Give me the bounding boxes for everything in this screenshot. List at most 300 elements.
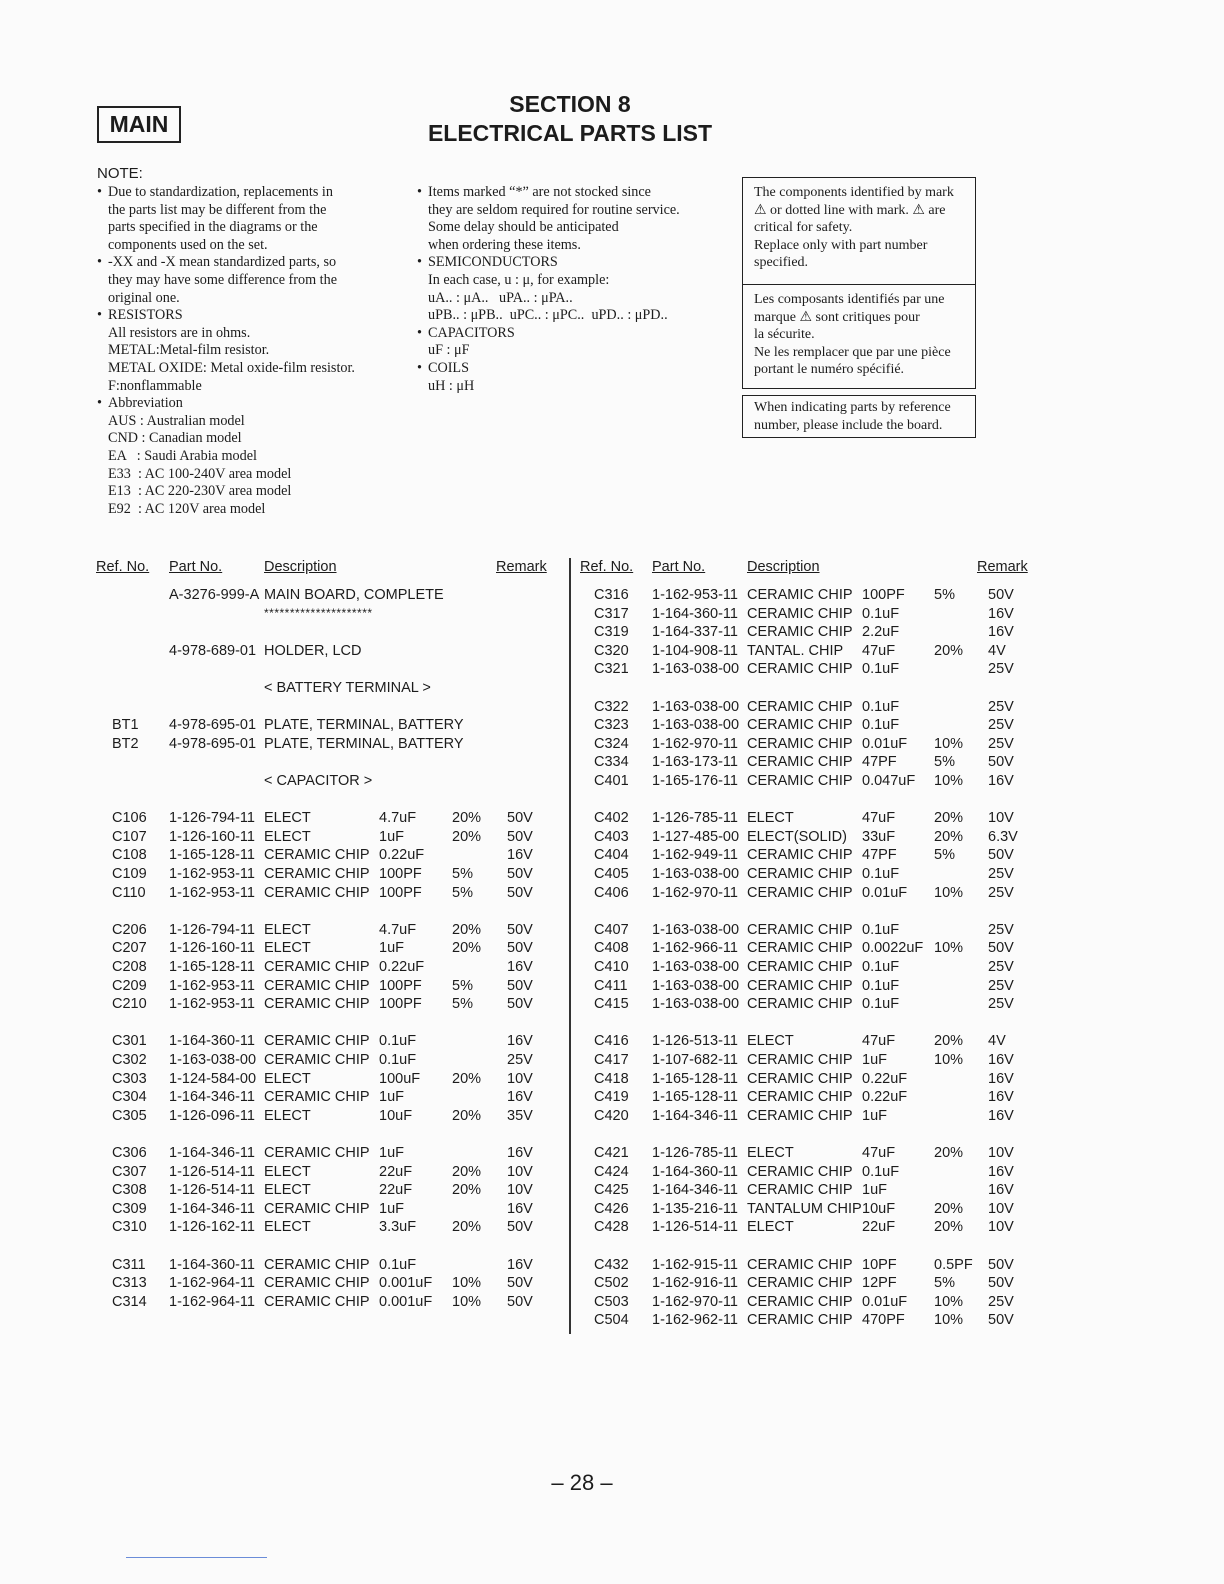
left-cell-volt: 10V: [507, 1163, 533, 1180]
right-cell-volt: 16V: [988, 1052, 1014, 1068]
note-label: NOTE:: [97, 165, 143, 182]
left-cell-desc: MAIN BOARD, COMPLETE: [264, 587, 444, 603]
left-cell-tol: 20%: [452, 1163, 482, 1180]
right-cell-volt: 25V: [988, 735, 1014, 752]
left-cell-part: 1-162-953-11: [169, 977, 255, 994]
right-cell-volt: 50V: [988, 940, 1014, 957]
left-cell-part: 1-164-346-11: [169, 1145, 255, 1161]
left-cell-desc: CERAMIC CHIP: [264, 1052, 370, 1068]
right-cell-desc: CERAMIC CHIP: [747, 587, 853, 603]
right-cell-val: 0.047uF: [862, 773, 916, 789]
right-cell-part: 1-162-949-11: [652, 847, 738, 864]
right-cell-desc: CERAMIC CHIP: [747, 847, 853, 864]
right-cell-part: 1-126-513-11: [652, 1033, 738, 1050]
right-cell-tol: 10%: [934, 1052, 964, 1068]
left-cell-val: 0.1uF: [379, 1052, 417, 1068]
right-cell-tol: 10%: [934, 940, 964, 957]
notice-line: Ne les remplacer que par une pièce: [754, 344, 951, 360]
right-cell-volt: 50V: [988, 847, 1014, 864]
left-cell-tol: 10%: [452, 1293, 482, 1310]
right-cell-tol: 5%: [934, 1275, 955, 1292]
right-cell-ref: C405: [594, 866, 629, 882]
right-cell-tol: 10%: [934, 884, 964, 901]
left-cell-volt: 50V: [507, 866, 533, 882]
right-cell-val: 22uF: [862, 1219, 896, 1236]
left-cell-volt: 16V: [507, 847, 533, 864]
right-cell-desc: CERAMIC CHIP: [747, 866, 853, 882]
left-cell-ref: C308: [112, 1182, 147, 1199]
right-cell-desc: CERAMIC CHIP: [747, 977, 853, 994]
right-cell-part: 1-165-128-11: [652, 1070, 738, 1087]
left-cell-val: 1uF: [379, 1145, 404, 1161]
right-cell-val: 0.0022uF: [862, 940, 924, 957]
note-line: EA : Saudi Arabia model: [108, 447, 257, 464]
left-cell-val: 100PF: [379, 996, 422, 1013]
note-line: uA.. : μA.. uPA.. : μPA..: [428, 289, 573, 306]
right-cell-volt: 25V: [988, 717, 1014, 734]
right-cell-part: 1-162-916-11: [652, 1275, 738, 1292]
left-cell-val: 100PF: [379, 866, 422, 882]
left-cell-ref: C307: [112, 1163, 147, 1180]
right-cell-ref: C401: [594, 773, 629, 789]
left-cell-volt: 50V: [507, 884, 533, 901]
right-cell-val: 12PF: [862, 1275, 897, 1292]
notice-line: number, please include the board.: [754, 417, 943, 433]
right-cell-part: 1-164-346-11: [652, 1107, 738, 1124]
note-line: CND : Canadian model: [108, 430, 242, 447]
right-cell-desc: ELECT(SOLID): [747, 828, 847, 845]
column-header-desc: Description: [747, 559, 820, 575]
left-cell-desc: CERAMIC CHIP: [264, 1033, 370, 1050]
right-cell-part: 1-163-038-00: [652, 661, 740, 678]
left-cell-part: 1-164-346-11: [169, 1200, 255, 1217]
left-cell-part: 1-162-953-11: [169, 866, 255, 882]
notes-left: [97, 184, 397, 518]
right-cell-part: 1-165-128-11: [652, 1089, 738, 1106]
right-cell-val: 47uF: [862, 642, 896, 659]
left-cell-desc: CERAMIC CHIP: [264, 1256, 370, 1273]
section-heading: SECTION 8: [509, 91, 631, 117]
right-cell-val: 10PF: [862, 1256, 897, 1273]
right-cell-val: 0.22uF: [862, 1070, 908, 1087]
left-cell-volt: 50V: [507, 1275, 533, 1292]
left-cell-desc: ELECT: [264, 1163, 311, 1180]
page-number: – 28 –: [551, 1470, 613, 1495]
right-cell-volt: 16V: [988, 605, 1014, 622]
left-cell-tol: 20%: [452, 1107, 482, 1124]
left-cell-desc: CERAMIC CHIP: [264, 977, 370, 994]
right-cell-desc: CERAMIC CHIP: [747, 1163, 853, 1180]
left-cell-part: 1-164-346-11: [169, 1089, 255, 1106]
left-cell-ref: C110: [112, 884, 146, 901]
left-cell-volt: 50V: [507, 921, 533, 938]
left-cell-part: 1-164-360-11: [169, 1256, 255, 1273]
column-header-ref: Ref. No.: [96, 559, 150, 575]
right-cell-ref: C317: [594, 605, 629, 622]
left-cell-part: 1-126-794-11: [169, 810, 255, 827]
left-cell-tol: 20%: [452, 828, 482, 845]
note-line: when ordering these items.: [428, 236, 581, 253]
left-cell-volt: 16V: [507, 1256, 533, 1273]
right-cell-part: 1-162-970-11: [652, 1293, 738, 1310]
right-cell-part: 1-162-953-11: [652, 587, 738, 603]
left-cell-ref: C310: [112, 1219, 147, 1236]
right-cell-ref: C408: [594, 940, 629, 957]
right-cell-part: 1-162-966-11: [652, 940, 738, 957]
left-cell-desc: ELECT: [264, 1182, 311, 1199]
left-cell-val: 1uF: [379, 1089, 404, 1106]
left-cell-desc: PLATE, TERMINAL, BATTERY: [264, 735, 464, 752]
left-cell-volt: 16V: [507, 1089, 533, 1106]
right-cell-volt: 6.3V: [988, 828, 1018, 845]
left-cell-ref: C305: [112, 1107, 147, 1124]
note-line: uH : μH: [428, 377, 475, 394]
left-cell-part: 1-126-096-11: [169, 1107, 255, 1124]
right-cell-desc: ELECT: [747, 1033, 794, 1050]
left-cell-tol: 20%: [452, 940, 482, 957]
right-cell-volt: 25V: [988, 959, 1014, 975]
left-cell-part: 1-126-514-11: [169, 1163, 255, 1180]
note-line: E13 : AC 220-230V area model: [108, 483, 292, 500]
right-cell-part: 1-162-962-11: [652, 1312, 738, 1329]
left-cell-part: 4-978-695-01: [169, 717, 257, 734]
safety-notice-french: [742, 284, 976, 389]
note-line: E33 : AC 100-240V area model: [108, 465, 292, 482]
right-cell-part: 1-126-514-11: [652, 1219, 738, 1236]
left-cell-tol: 5%: [452, 884, 473, 901]
right-cell-volt: 50V: [988, 1312, 1014, 1329]
right-cell-desc: ELECT: [747, 1219, 794, 1236]
right-cell-volt: 10V: [988, 810, 1014, 827]
right-cell-volt: 50V: [988, 1275, 1014, 1292]
right-cell-ref: C432: [594, 1256, 629, 1273]
right-cell-tol: 10%: [934, 1293, 964, 1310]
right-cell-desc: CERAMIC CHIP: [747, 1312, 853, 1329]
right-cell-volt: 16V: [988, 624, 1014, 641]
right-cell-volt: 50V: [988, 1256, 1014, 1273]
right-cell-volt: 10V: [988, 1145, 1014, 1161]
right-cell-volt: 10V: [988, 1219, 1014, 1236]
right-cell-desc: CERAMIC CHIP: [747, 1107, 853, 1124]
right-cell-part: 1-164-346-11: [652, 1182, 738, 1199]
left-cell-volt: 50V: [507, 1219, 533, 1236]
right-cell-part: 1-163-038-00: [652, 996, 740, 1013]
column-header-remark: Remark: [977, 559, 1028, 575]
right-cell-volt: 25V: [988, 1293, 1014, 1310]
left-cell-val: 0.001uF: [379, 1275, 433, 1292]
right-cell-part: 1-135-216-11: [652, 1200, 738, 1217]
left-cell-volt: 16V: [507, 1145, 533, 1161]
right-cell-ref: C407: [594, 921, 629, 938]
right-cell-val: 47uF: [862, 810, 896, 827]
note-line: they may have some difference from the: [108, 271, 338, 288]
right-cell-volt: 25V: [988, 884, 1014, 901]
right-cell-ref: C406: [594, 884, 629, 901]
left-cell-ref: C208: [112, 959, 147, 975]
right-cell-tol: 5%: [934, 754, 955, 771]
right-cell-desc: CERAMIC CHIP: [747, 735, 853, 752]
right-cell-ref: C417: [594, 1052, 629, 1068]
right-cell-part: 1-164-337-11: [652, 624, 738, 641]
right-cell-ref: C334: [594, 754, 629, 771]
right-cell-val: 47uF: [862, 1145, 896, 1161]
right-cell-desc: CERAMIC CHIP: [747, 1089, 853, 1106]
left-cell-desc: ELECT: [264, 1219, 311, 1236]
right-cell-val: 1uF: [862, 1052, 887, 1068]
notice-line: The components identified by mark: [754, 185, 954, 200]
left-cell-part: 4-978-695-01: [169, 735, 257, 752]
bottom-rule: [126, 1557, 267, 1558]
right-cell-val: 100PF: [862, 587, 905, 603]
right-cell-part: 1-163-038-00: [652, 959, 740, 975]
left-cell-part: A-3276-999-A: [169, 587, 260, 603]
left-cell-ref: C309: [112, 1200, 147, 1217]
left-cell-val: 0.1uF: [379, 1256, 417, 1273]
right-cell-val: 47uF: [862, 1033, 896, 1050]
right-cell-tol: 20%: [934, 642, 964, 659]
right-cell-ref: C404: [594, 847, 629, 864]
right-cell-ref: C428: [594, 1219, 629, 1236]
left-cell-ref: C301: [112, 1033, 147, 1050]
left-cell-part: 1-124-584-00: [169, 1070, 257, 1087]
right-cell-tol: 5%: [934, 587, 955, 603]
right-cell-desc: CERAMIC CHIP: [747, 996, 853, 1013]
left-cell-ref: C306: [112, 1145, 147, 1161]
right-cell-desc: TANTALUM CHIP: [747, 1200, 862, 1217]
column-header-desc: Description: [264, 559, 337, 575]
notice-line: When indicating parts by reference: [754, 400, 951, 415]
right-cell-tol: 0.5PF: [934, 1256, 973, 1273]
left-cell-desc: < BATTERY TERMINAL >: [264, 680, 431, 696]
right-cell-volt: 4V: [988, 642, 1006, 659]
left-cell-val: 100PF: [379, 884, 422, 901]
right-cell-val: 0.1uF: [862, 977, 900, 994]
right-cell-val: 0.1uF: [862, 996, 900, 1013]
right-cell-ref: C420: [594, 1107, 629, 1124]
left-cell-tol: 5%: [452, 866, 473, 882]
column-header-ref: Ref. No.: [580, 559, 634, 575]
left-cell-ref: C109: [112, 866, 147, 882]
right-cell-val: 47PF: [862, 847, 897, 864]
right-cell-volt: 50V: [988, 754, 1014, 771]
left-cell-tol: 20%: [452, 810, 482, 827]
left-cell-tol: 20%: [452, 1182, 482, 1199]
right-cell-part: 1-165-176-11: [652, 773, 738, 789]
left-cell-ref: C206: [112, 921, 147, 938]
right-cell-desc: ELECT: [747, 810, 794, 827]
left-cell-tol: 5%: [452, 996, 473, 1013]
note-line: In each case, u : μ, for example:: [428, 271, 610, 288]
left-cell-desc: *********************: [264, 605, 373, 620]
left-cell-tol: 20%: [452, 921, 482, 938]
main-badge: MAIN: [97, 106, 181, 143]
note-line: the parts list may be different from the: [108, 201, 327, 218]
right-cell-desc: CERAMIC CHIP: [747, 698, 853, 715]
left-cell-tol: 10%: [452, 1275, 482, 1292]
left-cell-volt: 50V: [507, 828, 533, 845]
right-cell-tol: 10%: [934, 773, 964, 789]
left-cell-ref: C313: [112, 1275, 147, 1292]
right-cell-desc: CERAMIC CHIP: [747, 884, 853, 901]
left-cell-val: 0.22uF: [379, 847, 425, 864]
left-cell-volt: 50V: [507, 996, 533, 1013]
left-cell-ref: C209: [112, 977, 147, 994]
left-cell-volt: 50V: [507, 940, 533, 957]
note-line: Some delay should be anticipated: [428, 219, 619, 236]
left-cell-desc: HOLDER, LCD: [264, 642, 362, 659]
notice-line: marque ⚠ sont critiques pour: [754, 309, 920, 325]
right-cell-tol: 10%: [934, 1312, 964, 1329]
right-cell-val: 0.01uF: [862, 735, 908, 752]
right-cell-ref: C322: [594, 698, 629, 715]
left-cell-ref: C314: [112, 1293, 147, 1310]
notice-line: critical for safety.: [754, 220, 853, 236]
left-cell-volt: 50V: [507, 1293, 533, 1310]
right-cell-ref: C320: [594, 642, 629, 659]
right-cell-ref: C421: [594, 1145, 629, 1161]
left-cell-desc: PLATE, TERMINAL, BATTERY: [264, 717, 464, 734]
left-cell-part: 1-163-038-00: [169, 1052, 257, 1068]
left-cell-volt: 16V: [507, 1033, 533, 1050]
left-cell-desc: ELECT: [264, 921, 311, 938]
note-line: components used on the set.: [108, 236, 268, 253]
right-cell-desc: CERAMIC CHIP: [747, 605, 853, 622]
notice-line: portant le numéro spécifié.: [754, 362, 905, 378]
right-cell-ref: C402: [594, 810, 629, 827]
right-cell-tol: 20%: [934, 1145, 964, 1161]
left-cell-part: 1-164-360-11: [169, 1033, 255, 1050]
left-cell-desc: CERAMIC CHIP: [264, 1145, 370, 1161]
left-cell-val: 4.7uF: [379, 810, 417, 827]
left-cell-val: 3.3uF: [379, 1219, 417, 1236]
right-cell-ref: C504: [594, 1312, 629, 1329]
right-cell-val: 0.1uF: [862, 1163, 900, 1180]
left-cell-part: 1-162-964-11: [169, 1293, 255, 1310]
page-title: [360, 90, 780, 148]
note-bullet: • RESISTORS: [97, 307, 397, 325]
right-cell-desc: CERAMIC CHIP: [747, 959, 853, 975]
right-cell-ref: C319: [594, 624, 629, 641]
left-cell-ref: BT2: [112, 735, 139, 752]
right-cell-part: 1-107-682-11: [652, 1052, 738, 1068]
right-cell-val: 1uF: [862, 1107, 887, 1124]
right-cell-volt: 16V: [988, 1107, 1014, 1124]
right-cell-volt: 25V: [988, 866, 1014, 882]
left-cell-volt: 50V: [507, 810, 533, 827]
left-cell-val: 10uF: [379, 1107, 413, 1124]
right-cell-part: 1-162-915-11: [652, 1256, 738, 1273]
right-cell-ref: C403: [594, 828, 629, 845]
right-cell-val: 0.1uF: [862, 661, 900, 678]
right-cell-tol: 20%: [934, 1200, 964, 1217]
right-cell-desc: CERAMIC CHIP: [747, 921, 853, 938]
left-cell-val: 1uF: [379, 828, 404, 845]
right-cell-desc: CERAMIC CHIP: [747, 1256, 853, 1273]
left-cell-val: 100uF: [379, 1070, 421, 1087]
right-cell-volt: 16V: [988, 1163, 1014, 1180]
left-cell-desc: CERAMIC CHIP: [264, 1275, 370, 1292]
right-cell-val: 0.1uF: [862, 866, 900, 882]
right-cell-val: 0.01uF: [862, 884, 908, 901]
note-line: F:nonflammable: [108, 377, 202, 394]
right-cell-volt: 25V: [988, 698, 1014, 715]
right-cell-ref: C418: [594, 1070, 629, 1087]
right-cell-volt: 16V: [988, 1182, 1014, 1199]
notice-line: ⚠ or dotted line with mark. ⚠ are: [754, 202, 946, 218]
right-cell-val: 10uF: [862, 1200, 896, 1217]
right-cell-desc: CERAMIC CHIP: [747, 1052, 853, 1068]
right-cell-part: 1-163-038-00: [652, 866, 740, 882]
right-cell-tol: 20%: [934, 828, 964, 845]
left-cell-desc: ELECT: [264, 1070, 311, 1087]
right-cell-ref: C321: [594, 661, 629, 678]
left-cell-val: 4.7uF: [379, 921, 417, 938]
left-cell-desc: CERAMIC CHIP: [264, 1200, 370, 1217]
left-cell-desc: CERAMIC CHIP: [264, 847, 370, 864]
note-bullet: • Abbreviation: [97, 395, 397, 413]
safety-notice-english: [742, 177, 976, 285]
right-cell-part: 1-163-038-00: [652, 921, 740, 938]
note-line: they are seldom required for routine service.: [428, 201, 680, 218]
right-cell-part: 1-163-173-11: [652, 754, 738, 771]
left-cell-tol: 5%: [452, 977, 473, 994]
left-cell-desc: ELECT: [264, 1107, 311, 1124]
left-cell-desc: CERAMIC CHIP: [264, 1293, 370, 1310]
left-cell-part: 4-978-689-01: [169, 642, 257, 659]
right-cell-ref: C419: [594, 1089, 629, 1106]
right-cell-desc: ELECT: [747, 1145, 794, 1161]
right-cell-volt: 10V: [988, 1200, 1014, 1217]
right-cell-val: 0.1uF: [862, 921, 900, 938]
right-cell-ref: C316: [594, 587, 629, 603]
right-cell-part: 1-163-038-00: [652, 717, 740, 734]
right-cell-desc: CERAMIC CHIP: [747, 624, 853, 641]
left-cell-val: 22uF: [379, 1163, 413, 1180]
right-cell-volt: 25V: [988, 921, 1014, 938]
reference-notice: [742, 395, 976, 438]
left-cell-volt: 25V: [507, 1052, 533, 1068]
right-cell-tol: 5%: [934, 847, 955, 864]
left-cell-part: 1-165-128-11: [169, 959, 255, 975]
right-cell-part: 1-163-038-00: [652, 698, 740, 715]
right-cell-val: 0.1uF: [862, 605, 900, 622]
right-cell-tol: 20%: [934, 1219, 964, 1236]
left-cell-desc: CERAMIC CHIP: [264, 996, 370, 1013]
left-cell-val: 100PF: [379, 977, 422, 994]
left-cell-volt: 16V: [507, 959, 533, 975]
notes-middle: [417, 184, 737, 395]
column-header-remark: Remark: [496, 559, 547, 575]
left-cell-val: 0.22uF: [379, 959, 425, 975]
left-cell-part: 1-162-964-11: [169, 1275, 255, 1292]
right-cell-part: 1-127-485-00: [652, 828, 740, 845]
left-cell-part: 1-165-128-11: [169, 847, 255, 864]
note-line: METAL:Metal-film resistor.: [108, 342, 270, 359]
left-cell-desc: ELECT: [264, 810, 311, 827]
right-cell-desc: CERAMIC CHIP: [747, 773, 853, 789]
left-cell-val: 22uF: [379, 1182, 413, 1199]
right-cell-desc: CERAMIC CHIP: [747, 1293, 853, 1310]
left-cell-part: 1-126-794-11: [169, 921, 255, 938]
left-cell-ref: C311: [112, 1256, 146, 1273]
note-line: parts specified in the diagrams or the: [108, 219, 318, 236]
left-cell-val: 0.1uF: [379, 1033, 417, 1050]
right-cell-part: 1-163-038-00: [652, 977, 740, 994]
note-line: E92 : AC 120V area model: [108, 500, 266, 517]
note-bullet: • Items marked “*” are not stocked since: [417, 184, 737, 202]
right-cell-tol: 20%: [934, 810, 964, 827]
left-cell-val: 1uF: [379, 1200, 404, 1217]
